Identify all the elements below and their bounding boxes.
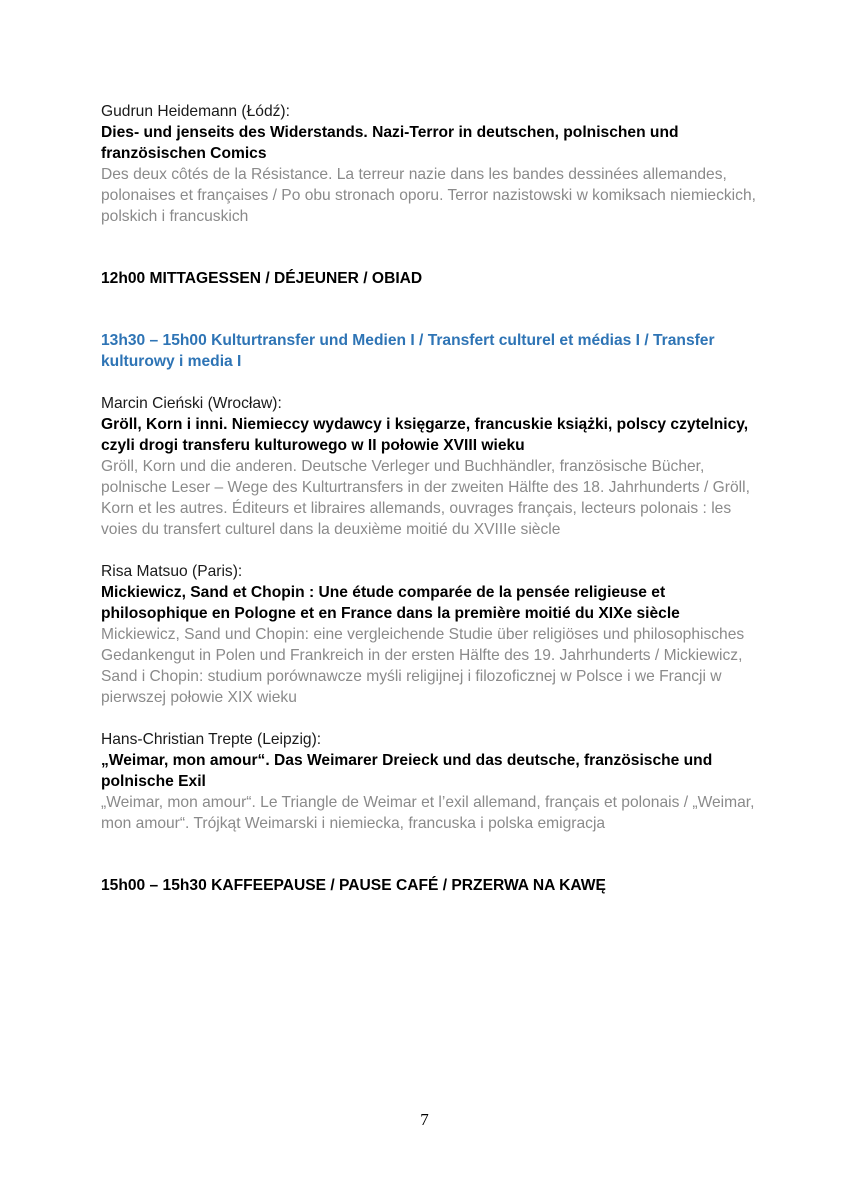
talk-translation: Gröll, Korn und die anderen. Deutsche Verleger und Buchhändler, französische Bücher, polnische Leser – Wege des Kulturtransfers in der zweiten Hälfte des 18. Jahrhunderts / Gröll, Korn et les autres. Éditeurs et libraires allemands, ouvrages français, lecteurs polonais : les voies du transfert culturel dans la deuxième moitié du XVIIIe siècle: [101, 458, 750, 538]
speaker-name: Gudrun Heidemann (Łódź):: [101, 103, 290, 120]
talk-title: Mickiewicz, Sand et Chopin : Une étude comparée de la pensée religieuse et philosophique en Pologne et en France dans la première moitié du XIXe siècle: [101, 584, 680, 622]
speaker-name: Hans-Christian Trepte (Leipzig):: [101, 731, 322, 748]
talk-matsuo: [101, 561, 761, 708]
talk-cienski: [101, 393, 761, 540]
talk-translation: „Weimar, mon amour“. Le Triangle de Weimar et l’exil allemand, français et polonais / „Weimar, mon amour“. Trójkąt Weimarski i niemiecka, francuska i polska emigracja: [101, 794, 755, 832]
coffee-break-heading: 15h00 – 15h30 KAFFEEPAUSE / PAUSE CAFÉ / PRZERWA NA KAWĘ: [101, 877, 606, 894]
talk-heidemann: [101, 101, 761, 227]
speaker-name: Marcin Cieński (Wrocław):: [101, 395, 282, 412]
page-number: 7: [420, 1110, 429, 1129]
lunch-break-heading: 12h00 MITTAGESSEN / DÉJEUNER / OBIAD: [101, 270, 423, 287]
talk-trepte: [101, 729, 761, 834]
program-page: [101, 101, 761, 896]
talk-title: Gröll, Korn i inni. Niemieccy wydawcy i księgarze, francuskie książki, polscy czytelnicy, czyli drogi transferu kulturowego w II połowie XVIII wieku: [101, 416, 749, 454]
talk-title: Dies- und jenseits des Widerstands. Nazi-Terror in deutschen, polnischen und französischen Comics: [101, 124, 679, 162]
talk-title: „Weimar, mon amour“. Das Weimarer Dreieck und das deutsche, französische und polnische Exil: [101, 752, 713, 790]
talk-translation: Des deux côtés de la Résistance. La terreur nazie dans les bandes dessinées allemandes, polonaises et françaises / Po obu stronach oporu. Terror nazistowski w komiksach niemieckich, polskich i francuskich: [101, 166, 756, 225]
session-heading: 13h30 – 15h00 Kulturtransfer und Medien I / Transfert culturel et médias I / Transfer kulturowy i media I: [101, 332, 715, 370]
speaker-name: Risa Matsuo (Paris):: [101, 563, 243, 580]
talk-translation: Mickiewicz, Sand und Chopin: eine vergleichende Studie über religiöses und philosophisches Gedankengut in Polen und Frankreich in der ersten Hälfte des 19. Jahrhunderts / Mickiewicz, Sand i Chopin: studium porównawcze myśli religijnej i filozoficznej w Polsce i we Francji w pierwszej połowie XIX wieku: [101, 626, 745, 706]
